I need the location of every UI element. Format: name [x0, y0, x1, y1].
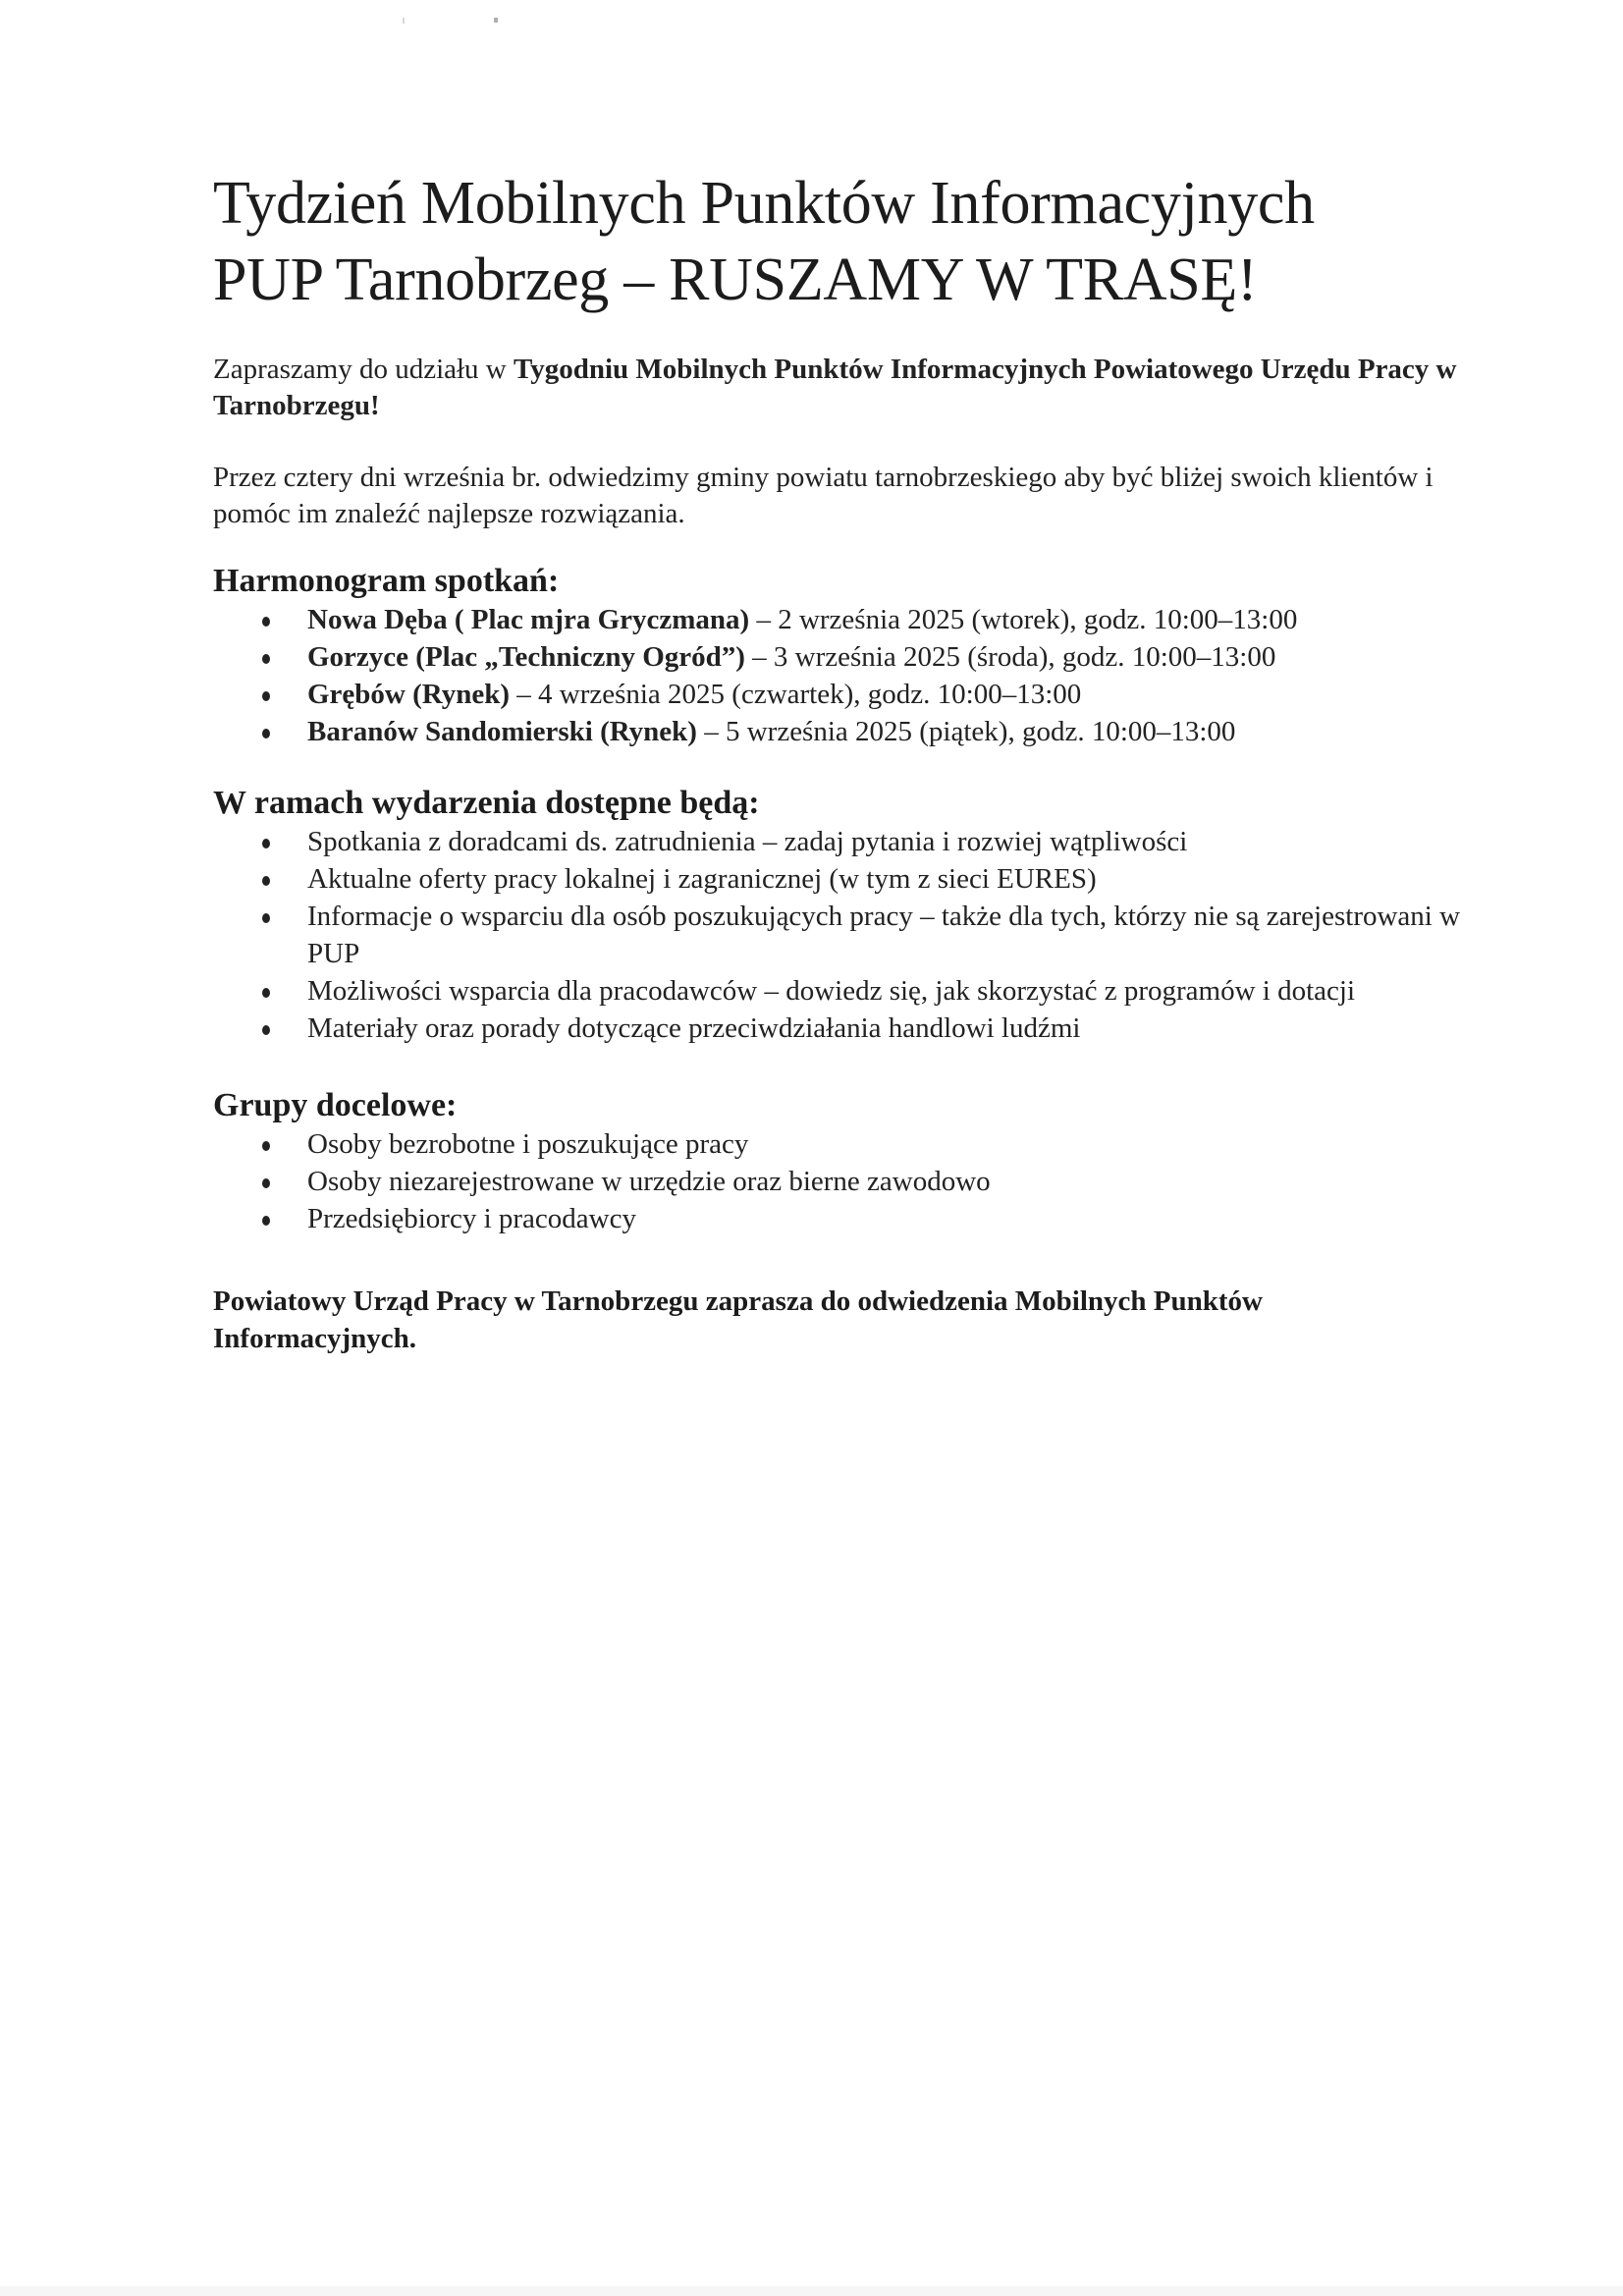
bullet-icon	[262, 839, 270, 848]
available-item	[262, 1010, 1470, 1047]
groups-heading: Grupy docelowe:	[213, 1087, 458, 1123]
available-heading: W ramach wydarzenia dostępne będą:	[213, 785, 760, 821]
intro-bold: Tygodniu Mobilnych Punktów Informacyjnych Powiatowego Urzędu Pracy w Tarnobrzegu!	[213, 354, 1457, 421]
schedule-item	[262, 601, 1470, 638]
scan-bottom-edge	[0, 2286, 1623, 2296]
schedule-details: – 4 września 2025 (czwartek), godz. 10:00–13:00	[510, 679, 1082, 710]
available-item-text: Materiały oraz porady dotyczące przeciwdziałania handlowi ludźmi	[307, 1012, 1081, 1044]
intro-paragraph	[213, 352, 1470, 424]
bullet-icon	[262, 1216, 270, 1226]
scan-speck	[494, 18, 498, 23]
available-item	[262, 972, 1470, 1010]
available-item-text: Możliwości wsparcia dla pracodawców – dowiedz się, jak skorzystać z programów i dotacji	[307, 975, 1356, 1007]
group-item-text: Osoby niezarejestrowane w urzędzie oraz bierne zawodowo	[307, 1166, 991, 1197]
available-item-text: Spotkania z doradcami ds. zatrudnienia – zadaj pytania i rozwiej wątpliwości	[307, 826, 1188, 857]
bullet-icon	[262, 729, 270, 738]
schedule-item	[262, 713, 1470, 750]
available-item	[262, 860, 1470, 898]
available-item-text: Informacje o wsparciu dla osób poszukujących pracy – także dla tych, którzy nie są zarejestrowani w PUP	[307, 901, 1461, 969]
groups-list	[213, 1125, 1470, 1237]
group-item-text: Osoby bezrobotne i poszukujące pracy	[307, 1128, 749, 1160]
bullet-icon	[262, 876, 270, 886]
bullet-icon	[262, 913, 270, 923]
schedule-details: – 5 września 2025 (piątek), godz. 10:00–13:00	[696, 716, 1236, 747]
schedule-item	[262, 638, 1470, 676]
document-page	[213, 165, 1470, 1386]
group-item	[262, 1163, 1470, 1200]
available-item-text: Aktualne oferty pracy lokalnej i zagranicznej (w tym z sieci EURES)	[307, 863, 1097, 895]
schedule-heading: Harmonogram spotkań:	[213, 563, 560, 599]
schedule-place: Grębów (Rynek)	[307, 679, 510, 710]
scan-speck	[403, 18, 405, 24]
schedule-place: Nowa Dęba ( Plac mjra Gryczmana)	[307, 604, 750, 635]
title-line-1: Tydzień Mobilnych Punktów Informacyjnych	[213, 170, 1315, 237]
bullet-icon	[262, 691, 270, 701]
available-item	[262, 823, 1470, 860]
schedule-details: – 2 września 2025 (wtorek), godz. 10:00–13:00	[749, 604, 1298, 635]
closing-statement: Powiatowy Urząd Pracy w Tarnobrzegu zaprasza do odwiedzenia Mobilnych Punktów Informacyjnych.	[213, 1285, 1263, 1354]
document-title	[213, 165, 1470, 318]
bullet-icon	[262, 1025, 270, 1035]
bullet-icon	[262, 654, 270, 664]
intro-paragraph-2: Przez cztery dni września br. odwiedzimy gminy powiatu tarnobrzeskiego aby być bliżej swoich klientów i pomóc im znaleźć najlepsze rozwiązania.	[213, 462, 1434, 529]
available-item	[262, 898, 1470, 972]
bullet-icon	[262, 617, 270, 627]
title-line-2: PUP Tarnobrzeg – RUSZAMY W TRASĘ!	[213, 246, 1258, 313]
schedule-list	[213, 601, 1470, 750]
schedule-place: Baranów Sandomierski (Rynek)	[307, 716, 697, 747]
schedule-place: Gorzyce (Plac „Techniczny Ogród”)	[307, 641, 745, 673]
group-item-text: Przedsiębiorcy i pracodawcy	[307, 1203, 636, 1234]
bullet-icon	[262, 988, 270, 998]
bullet-icon	[262, 1141, 270, 1151]
intro-prefix: Zapraszamy do udziału w	[213, 354, 514, 385]
schedule-details: – 3 września 2025 (środa), godz. 10:00–13:00	[744, 641, 1276, 673]
group-item	[262, 1200, 1470, 1237]
bullet-icon	[262, 1178, 270, 1188]
available-list	[213, 823, 1470, 1047]
schedule-item	[262, 676, 1470, 713]
group-item	[262, 1125, 1470, 1163]
